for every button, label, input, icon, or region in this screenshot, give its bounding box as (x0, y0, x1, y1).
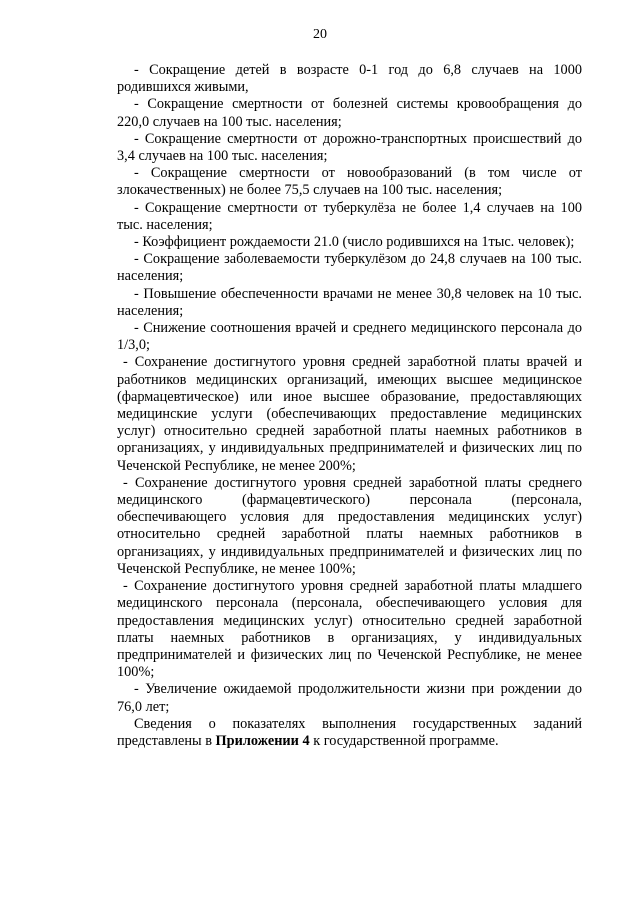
list-item: - Снижение соотношения врачей и среднего медицинского персонала до 1/3,0; (117, 320, 582, 354)
list-item: - Увеличение ожидаемой продолжительности жизни при рождении до 76,0 лет; (117, 681, 582, 715)
list-item: - Сохранение достигнутого уровня средней заработной платы среднего медицинского (фармацевтического) персонала (персонала, обеспечивающего условия для предоставления медицинских услуг) относительно средней заработной платы наемных работников в организациях, у индивидуальных предпринимателей и физических лиц по Чеченской Республике, не менее 100%; (117, 474, 582, 577)
list-item: - Повышение обеспеченности врачами не менее 30,8 человек на 10 тыс. населения; (117, 285, 582, 319)
document-body (117, 62, 582, 750)
list-item: - Сокращение смертности от туберкулёза не более 1,4 случаев на 100 тыс. населения; (117, 199, 582, 233)
closing-paragraph (117, 716, 582, 750)
list-item: - Сокращение смертности от болезней системы кровообращения до 220,0 случаев на 100 тыс. населения; (117, 96, 582, 130)
list-item: - Сокращение заболеваемости туберкулёзом до 24,8 случаев на 100 тыс. населения; (117, 251, 582, 285)
page-number: 20 (313, 27, 327, 42)
list-item: - Сохранение достигнутого уровня средней заработной платы младшего медицинского персонала (персонала, обеспечивающего условия для предоставления медицинских услуг) относительно средней заработной платы наемных работников в организациях, у индивидуальных предпринимателей и физических лиц по Чеченской Республике, не менее 100%; (117, 578, 582, 681)
list-item: - Коэффициент рождаемости 21.0 (число родившихся на 1тыс. человек); (134, 234, 575, 251)
list-item: - Сокращение смертности от дорожно-транспортных происшествий до 3,4 случаев на 100 тыс. населения; (117, 130, 582, 165)
closing-text: Сведения о показателях выполнения государственных заданий представлены в (117, 715, 582, 749)
list-item: - Сохранение достигнутого уровня средней заработной платы врачей и работников медицинских организаций, имеющих высшее медицинское (фармацевтическое) или иное высшее образование, предоставляющих медицинские услуги (обеспечивающих предоставление медицинских услуг) относительно средней заработной платы наемных работников в организациях, у индивидуальных предпринимателей и физических лиц по Чеченской Республике, не менее 200%; (117, 354, 582, 474)
list-item: - Сокращение детей в возрасте 0-1 год до 6,8 случаев на 1000 родившихся живыми, (117, 62, 582, 96)
list-item: - Сокращение смертности от новообразований (в том числе от злокачественных) не более 75,5 случаев на 100 тыс. населения; (117, 165, 582, 199)
closing-text-end: к государственной программе. (309, 732, 499, 749)
appendix-reference: Приложении 4 (215, 732, 310, 749)
